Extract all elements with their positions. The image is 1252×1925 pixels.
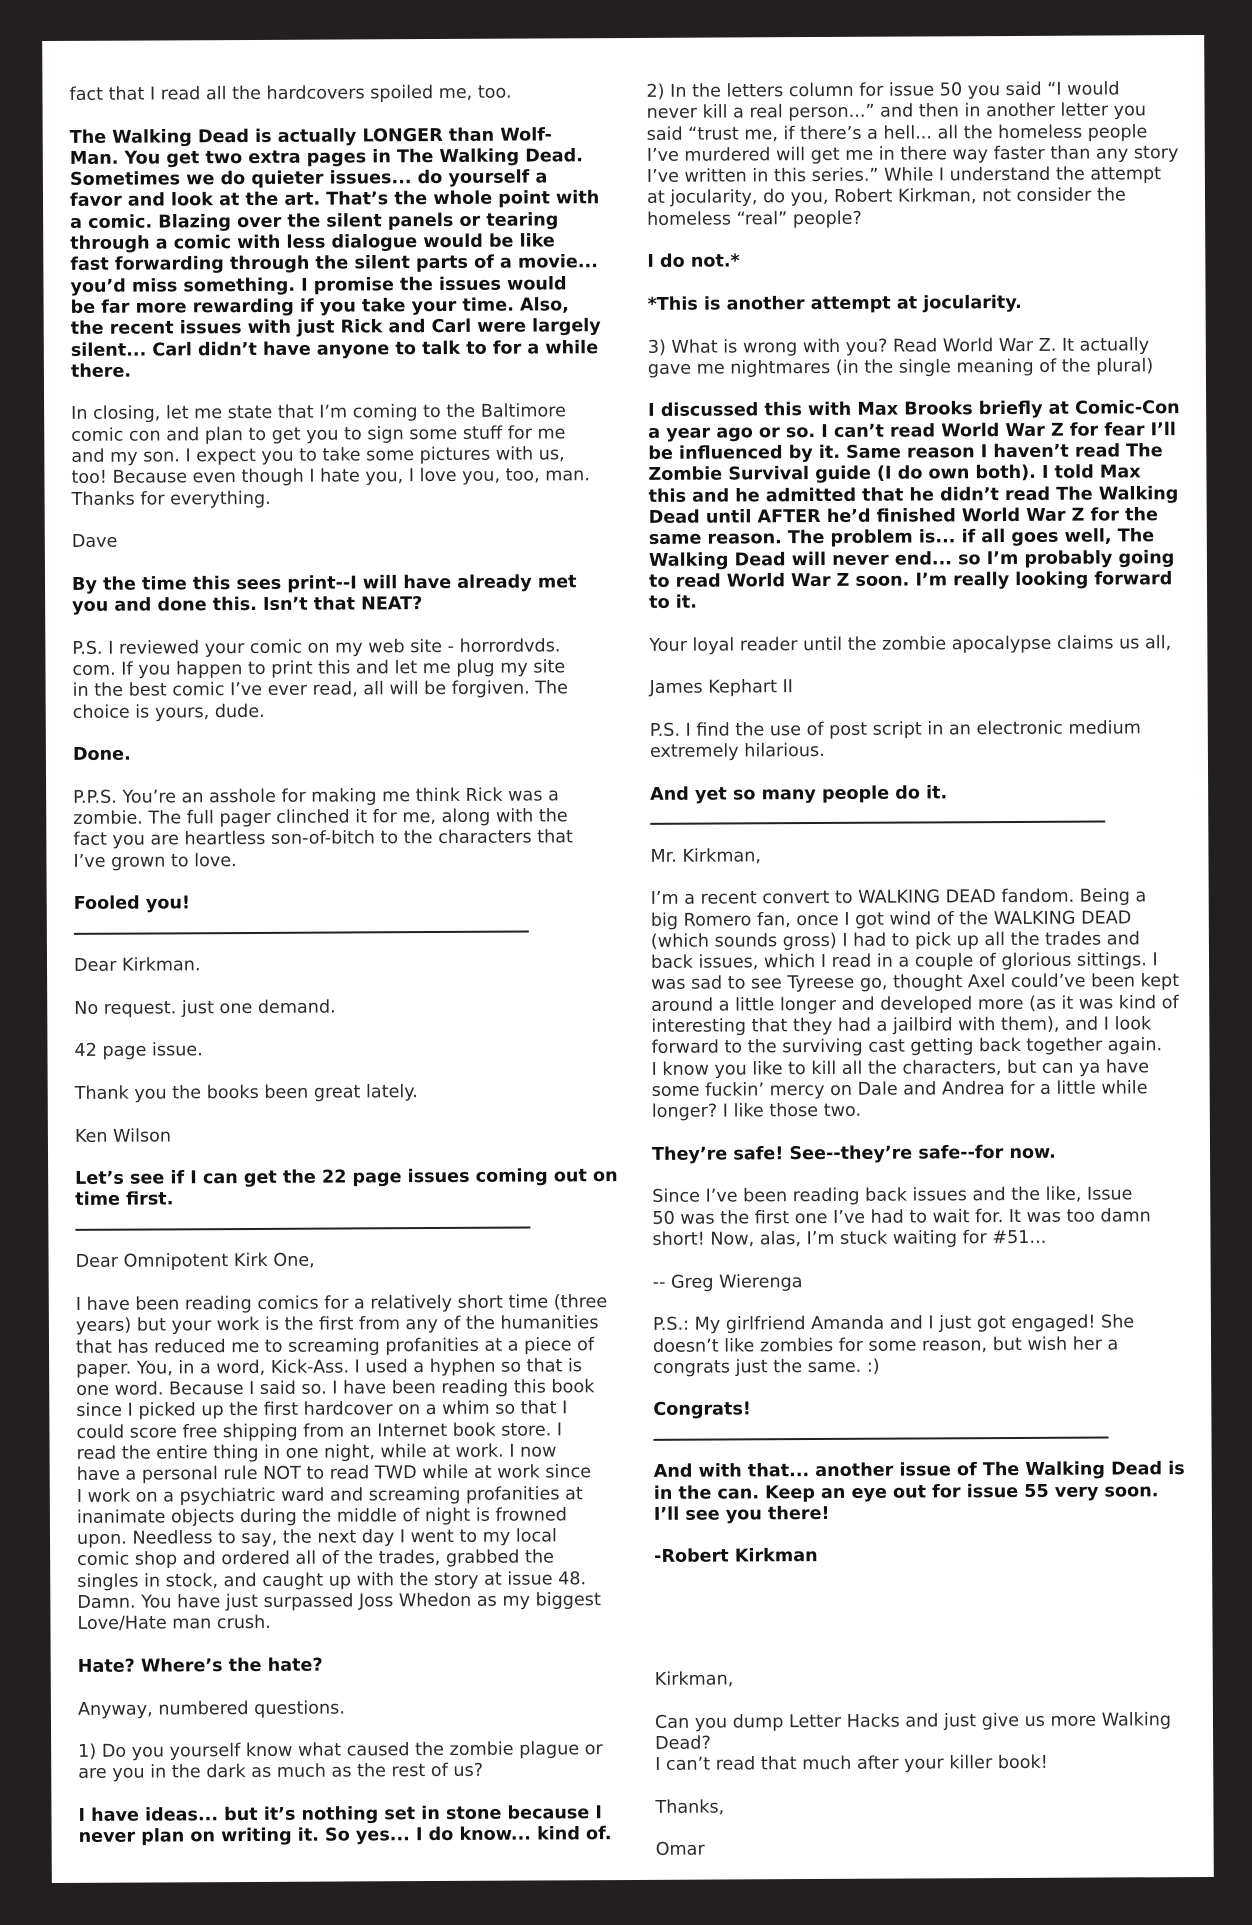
divider-rule bbox=[75, 1227, 530, 1231]
editor-reply: Let’s see if I can get the 22 page issues coming out on time first. bbox=[75, 1166, 618, 1211]
right-column bbox=[646, 79, 1200, 1883]
editor-reply: *This is another attempt at jocularity. bbox=[647, 292, 1022, 315]
letters-page bbox=[42, 35, 1214, 1883]
letter-paragraph: 1) Do you yourself know what caused the zombie plague or are you in the dark as much as the rest of us? bbox=[78, 1739, 603, 1784]
editor-reply: -Robert Kirkman bbox=[654, 1546, 818, 1568]
editor-reply: Done. bbox=[72, 744, 131, 766]
letter-paragraph: I’m a recent convert to WALKING DEAD fandom. Being a big Romero fan, once I got wind of the WALKING DEAD (which sounds gross) I had to pick up all the trades and back issues, which I read in a couple of glorious sittings. I was sad to see Tyreese go, thought Axel could’ve been kept around a little longer and developed more (as it was kind of interesting that they had a jailbird with them), and I look forward to the surviving cast getting back together again. I know you like to kill all the characters, but can ya have some fuckin’ mercy on Dale and Andrea for a little while longer? I like those two. bbox=[650, 886, 1180, 1123]
letter-paragraph: P.S. I reviewed your comic on my web site - horrordvds. com. If you happen to print this and let me plug my site in the best comic I’ve ever read, all will be forgiven. The choice is yours, dude. bbox=[72, 636, 569, 723]
letter-paragraph: Can you dump Letter Hacks and just give us more Walking Dead? I can’t read that much after your killer book! bbox=[654, 1709, 1172, 1776]
letter-paragraph: Thank you the books been great lately. bbox=[74, 1082, 418, 1104]
divider-rule bbox=[74, 930, 529, 934]
letter-paragraph: fact that I read all the hardcovers spoiled me, too. bbox=[69, 82, 512, 105]
letter-paragraph: -- Greg Wierenga bbox=[652, 1271, 803, 1293]
letter-paragraph: I have been reading comics for a relatively short time (three years) but your work is the first from any of the humanities that has reduced me to screaming profanities at a piece of paper. You, in a word, Kick-Ass. I used a hyphen so that is one word. Because I said so. I have been reading this book since I picked up the first hardcover on a whim so that I could score free shipping from an Internet book store. I read the entire thing in one night, while at work. I now have a personal rule NOT to read TWD while at work since I work on a psychiatric ward and screaming profanities at inanimate objects during the middle of night is frowned upon. Needless to say, the next day I went to my local comic shop and ordered all of the trades, grabbed the singles in stock, and caught up with the story at issue 48. Damn. You have just surpassed Joss Whedon as my biggest Love/Hate man crush. bbox=[75, 1292, 608, 1635]
letter-paragraph: P.S.: My girlfriend Amanda and I just got engaged! She doesn’t like zombies for some reason, but wish her a congrats just the same. :) bbox=[652, 1312, 1135, 1378]
letter-paragraph: James Kephart II bbox=[649, 677, 794, 699]
editor-reply: They’re safe! See--they’re safe--for now. bbox=[651, 1142, 1056, 1165]
letter-paragraph: Your loyal reader until the zombie apocalypse claims us all, bbox=[649, 632, 1172, 656]
letter-paragraph: Ken Wilson bbox=[74, 1125, 172, 1147]
spacer bbox=[654, 1587, 1199, 1670]
editor-reply: Congrats! bbox=[653, 1399, 751, 1421]
editor-reply: Fooled you! bbox=[73, 893, 191, 915]
editor-reply: And yet so many people do it. bbox=[650, 783, 948, 805]
letter-paragraph: Thanks, bbox=[655, 1797, 725, 1818]
divider-rule bbox=[650, 821, 1105, 825]
editor-reply: I have ideas... but it’s nothing set in stone because I never plan on writing it. So yes... I do know... kind of. bbox=[78, 1803, 612, 1848]
letter-paragraph: Anyway, numbered questions. bbox=[77, 1698, 345, 1720]
letter-paragraph: Dear Omnipotent Kirk One, bbox=[75, 1250, 315, 1273]
editor-reply: And with that... another issue of The Walking Dead is in the can. Keep an eye out for issue 55 very soon. I’ll see you there! bbox=[653, 1459, 1185, 1525]
letter-paragraph: P.S. I find the use of post script in an electronic medium extremely hilarious. bbox=[649, 718, 1141, 763]
letter-paragraph: Dave bbox=[71, 531, 118, 553]
letter-paragraph: 2) In the letters column for issue 50 you said “I would never kill a real person...” and then in another letter you said “trust me, if there’s a hell... all the homeless people I’ve murdered will get me in there way faster than any story I’ve written in this series.” While I understand the attempt at jocularity, do you, Robert Kirkman, not consider the homeless “real” people? bbox=[646, 79, 1179, 230]
letter-paragraph: In closing, let me state that I’m coming to the Baltimore comic con and plan to get you to sign some stuff for me and my son. I expect you to take some pictures with us, too! Because even though I hate you, I love you, too, man. Thanks for everything. bbox=[71, 401, 590, 510]
letter-paragraph: 42 page issue. bbox=[74, 1040, 203, 1062]
letter-paragraph: No request. just one demand. bbox=[74, 997, 336, 1019]
letter-paragraph: Mr. Kirkman, bbox=[650, 845, 762, 867]
editor-reply: I discussed this with Max Brooks briefly at Comic-Con a year ago or so. I can’t read World War Z for fear I’ll be influenced by it. Same reason I haven’t read The Zombie Survival guide (I do own both). I told Max this and he admitted that he didn’t read The Walking Dead until AFTER he’d finished World War Z for the same reason. The problem is... if all goes well, The Walking Dead will never end... so I’m probably going to read World War Z soon. I’m really looking forward to it. bbox=[648, 398, 1180, 614]
letter-paragraph: Since I’ve been reading back issues and the like, Issue 50 was the first one I’ve had to wait for. It was too damn short! Now, alas, I’m stuck waiting for #51... bbox=[652, 1184, 1151, 1250]
editor-reply: The Walking Dead is actually LONGER than Wolf- Man. You get two extra pages in The Walking Dead. Sometimes we do quieter issues... do yourself a favor and look at the art. That’s the whole point with a comic. Blazing over the silent panels or tearing through a comic with less dialogue would be like fast forwarding through the silent parts of a movie... you’d miss something. I promise the issues would be far more rewarding if you take your time. Also, the recent issues with just Rick and Carl were largely silent... Carl didn’t have anyone to talk to for a while there. bbox=[69, 124, 601, 382]
editor-reply: By the time this sees print--I will have already met you and done this. Isn’t that NEAT? bbox=[71, 572, 577, 617]
letter-paragraph: Omar bbox=[655, 1840, 705, 1861]
editor-reply: Hate? Where’s the hate? bbox=[77, 1655, 323, 1677]
letter-paragraph: Kirkman, bbox=[654, 1669, 734, 1690]
letter-paragraph: Dear Kirkman. bbox=[73, 955, 201, 977]
letter-paragraph: 3) What is wrong with you? Read World War Z. It actually gave me nightmares (in the single meaning of the plural) bbox=[647, 334, 1154, 379]
letter-paragraph: P.P.S. You’re an asshole for making me think Rick was a zombie. The full pager clinched it for me, along with the fact you are heartless son-of-bitch to the characters that I’ve grown to love. bbox=[73, 785, 573, 872]
left-column bbox=[69, 82, 623, 1870]
divider-rule bbox=[654, 1436, 1109, 1440]
editor-reply: I do not.* bbox=[647, 251, 740, 273]
